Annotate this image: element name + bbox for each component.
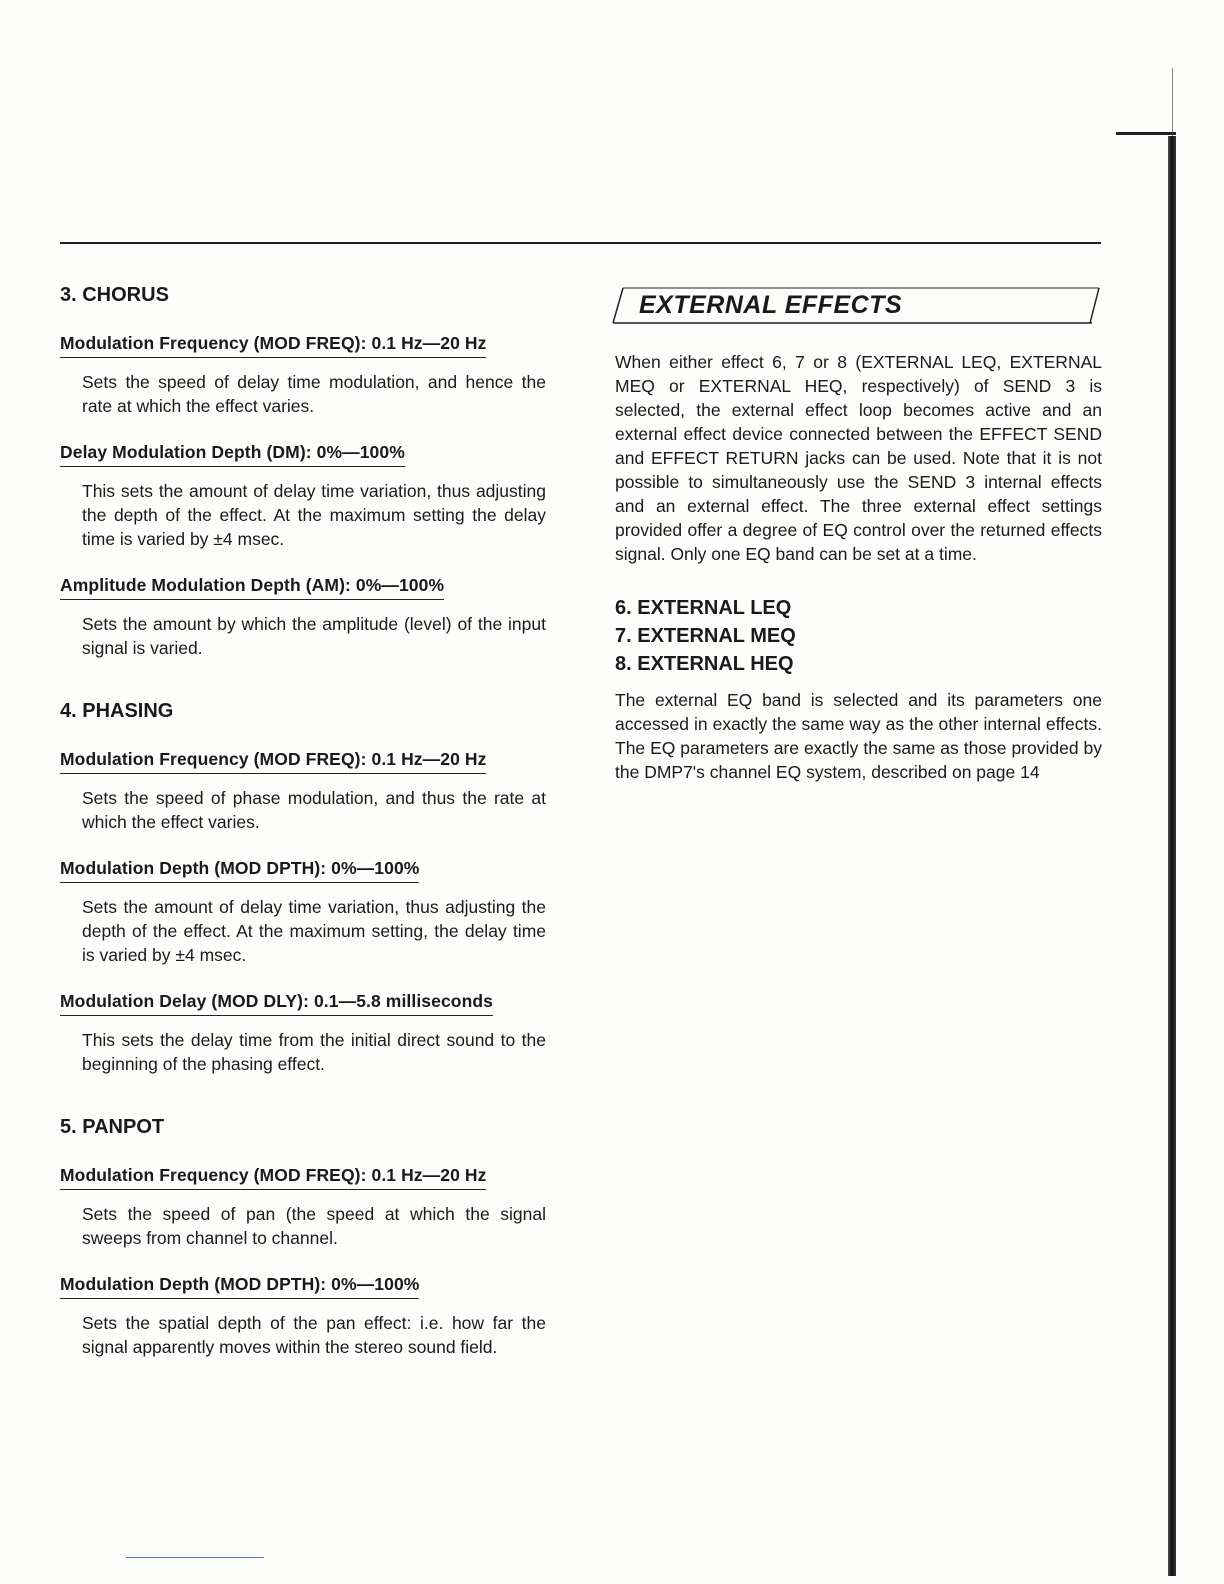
section-phasing [60, 700, 546, 1076]
param-desc: Sets the amount by which the amplitude (level) of the input signal is varied. [82, 614, 546, 658]
external-effects-header [615, 284, 1102, 324]
external-effects-title: EXTERNAL EFFECTS [639, 291, 903, 319]
section-title: 5. PANPOT [60, 1116, 165, 1138]
right-column [615, 282, 1102, 784]
param-desc: Sets the spatial depth of the pan effect: i.e. how far the signal apparently moves within the stereo sound field. [82, 1313, 546, 1357]
external-eq-list [615, 594, 1102, 678]
param-label: Modulation Depth (MOD DPTH): 0%—100% [60, 1274, 419, 1299]
external-effects-intro: When either effect 6, 7 or 8 (EXTERNAL LEQ, EXTERNAL MEQ or EXTERNAL HEQ, respectively) of SEND 3 is selected, the external effect loop becomes active and an external effect device connected between the EFFECT SEND and EFFECT RETURN jacks can be used. Note that it is not possible to simultaneously use the SEND 3 internal effects and an external effect. The three external effect settings provided offer a degree of EQ control over the returned effects signal. Only one EQ band can be set at a time. [615, 352, 1102, 564]
scan-edge-thin [1172, 68, 1173, 138]
scan-edge [1168, 136, 1176, 1576]
section-panpot [60, 1116, 546, 1359]
param-label: Modulation Delay (MOD DLY): 0.1—5.8 milliseconds [60, 991, 493, 1016]
scan-edge-top [1116, 132, 1176, 135]
param-label: Modulation Frequency (MOD FREQ): 0.1 Hz—20 Hz [60, 749, 486, 774]
param-desc: Sets the speed of pan (the speed at which the signal sweeps from channel to channel. [82, 1204, 546, 1248]
param-label: Modulation Frequency (MOD FREQ): 0.1 Hz—20 Hz [60, 333, 486, 358]
external-eq-body: The external EQ band is selected and its parameters one accessed in exactly the same way as the other internal effects. The EQ parameters are exactly the same as those provided by the DMP7's channel EQ system, described on page 14 [615, 690, 1102, 782]
param-label: Amplitude Modulation Depth (AM): 0%—100% [60, 575, 444, 600]
list-item: 8. EXTERNAL HEQ [615, 653, 794, 675]
left-column [60, 282, 546, 1359]
param-label: Modulation Depth (MOD DPTH): 0%—100% [60, 858, 419, 883]
param-desc: Sets the speed of delay time modulation, and hence the rate at which the effect varies. [82, 372, 546, 416]
param-label: Modulation Frequency (MOD FREQ): 0.1 Hz—20 Hz [60, 1165, 486, 1190]
bottom-mark [126, 1557, 264, 1558]
param-desc: This sets the delay time from the initial direct sound to the beginning of the phasing effect. [82, 1030, 546, 1074]
section-title: 4. PHASING [60, 700, 174, 722]
param-desc: Sets the amount of delay time variation, thus adjusting the depth of the effect. At the maximum setting, the delay time is varied by ±4 msec. [82, 897, 546, 965]
list-item: 6. EXTERNAL LEQ [615, 597, 792, 619]
param-desc: This sets the amount of delay time variation, thus adjusting the depth of the effect. At the maximum setting the delay time is varied by ±4 msec. [82, 481, 546, 549]
section-chorus [60, 284, 546, 660]
list-item: 7. EXTERNAL MEQ [615, 625, 796, 647]
param-label: Delay Modulation Depth (DM): 0%—100% [60, 442, 405, 467]
section-title: 3. CHORUS [60, 284, 169, 306]
param-desc: Sets the speed of phase modulation, and thus the rate at which the effect varies. [82, 788, 546, 832]
top-rule [60, 242, 1101, 244]
